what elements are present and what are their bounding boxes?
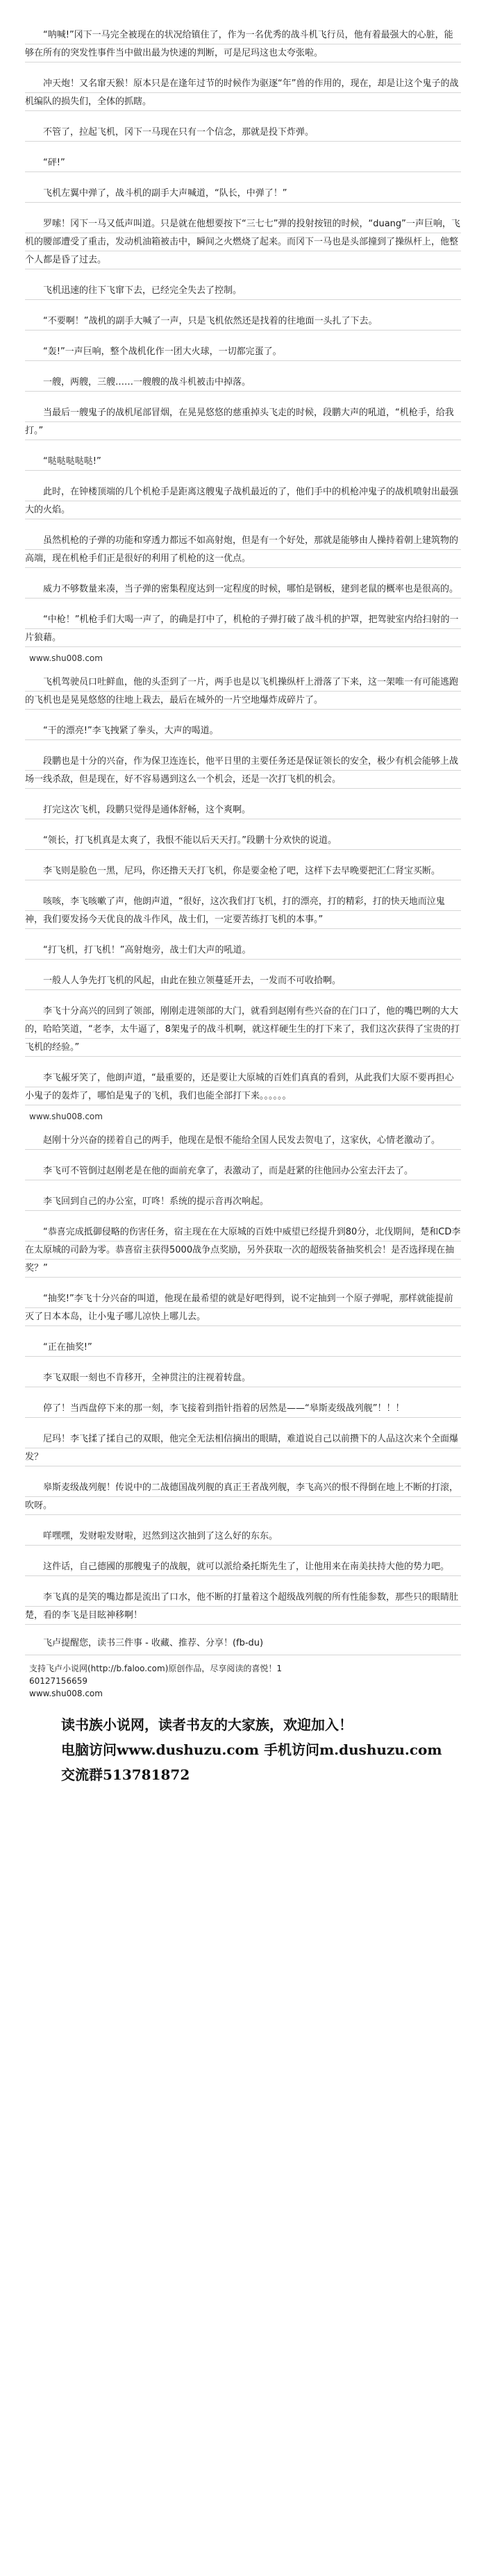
paragraph-12: “哒哒哒哒哒!”: [25, 446, 461, 476]
paragraph-11: 当最后一艘鬼子的战机尾部冒烟，在晃晃悠悠的慈重掉头飞走的时候，段鹏大声的吼道，“机枪手，给我打。”: [25, 397, 461, 446]
paragraph-17: 飞机驾驶员口吐鲜血，他的头歪到了一片，两手也是以飞机操纵杆上滑落了下来，这一架唯一有可能逃跑的飞机也是晃晃悠悠的往地上栽去，最后在城外的一片空地爆炸成碎片了。: [25, 667, 461, 715]
paragraph-9: “轰!”一声巨响，整个战机化作一团大火球，一切都完蛋了。: [25, 336, 461, 367]
site-watermark: www.shu008.com: [29, 1689, 103, 1698]
paragraph-30: 李飞回到自己的办公室，叮咚！系统的提示音再次响起。: [25, 1186, 461, 1216]
paragraph-14: 虽然机枪的子弹的功能和穿透力都远不如高射炮，但是有一个好处，那就是能够由人操持着朝上建筑物的高端，现在机枪手们正是很好的利用了机枪的这一优点。: [25, 525, 461, 574]
paragraph-27: 李飞赧牙笑了，他朗声道，“最重要的，还是要让大原城的百姓们真真的看到，从此我们大原不要再担心小鬼子的轰炸了，哪怕是鬼子的飞机，我们也能全部打下来。。。。。。: [25, 1062, 461, 1111]
chapter-end-notice: 飞卢提醒您，读书三件事 - 收藏、推荐、分享！(fb-du): [25, 1630, 461, 1657]
paragraph-32: “抽奖!”李飞十分兴奋的叫道，他现在最希望的就是好吧得到，说不定抽到一个原子弹呢，那样就能提前灭了日本本岛，让小鬼子哪儿凉快上哪儿去。: [25, 1283, 461, 1332]
paragraph-35: 停了！当西盘停下来的那一刻，李飞接着到指针指着的居然是——“皋斯麦级战列舰”！！！: [25, 1393, 461, 1423]
paragraph-8: “不要啊！”战机的副手大喊了一声，只是飞机依然还是找着的往地面一头扎了下去。: [25, 306, 461, 336]
paragraph-24: “打飞机，打飞机！”高射炮旁，战士们大声的吼道。: [25, 935, 461, 965]
site-watermark: www.shu008.com: [29, 1112, 103, 1121]
paragraph-3: 不管了，拉起飞机，冈下一马现在只有一个信念，那就是投下炸弹。: [25, 117, 461, 147]
paragraph-6: 罗嗦！冈下一马又低声叫道。只是就在他想要按下“三七七”弹的投射按钮的时候，“duang”一声巨响，飞机的腰部遭受了重击，发动机油箱被击中，瞬间之火燃烧了起来。而冈下一马也是头部撞到了操纵杆上，他整个人都是昏了过去。: [25, 208, 461, 275]
paragraph-19: 段鹏也是十分的兴奋，作为保卫连连长，他平日里的主要任务还是保证领长的安全，极少有机会能够上战场一线杀敌，但是现在，好不容易遇到这么一个机会，还是一次打飞机的机会。: [25, 746, 461, 794]
paragraph-22: 李飞则是脸色一黑，尼玛，你还撸天天打飞机，你是要金枪了吧，这样下去早晚要把汇仁肾宝买断。: [25, 855, 461, 886]
paragraph-39: 这件话，自己德國的那艘鬼子的战舰，就可以派给桑托斯先生了，让他用来在南美扶持大他的势力吧。: [25, 1551, 461, 1582]
site-promo: [25, 1712, 461, 1787]
paragraph-13: 此时，在钟楼顶端的几个机枪手是距离这艘鬼子战机最近的了，他们手中的机枪冲鬼子的战机喷射出最强大的火焰。: [25, 476, 461, 525]
paragraph-7: 飞机迅速的往下飞窜下去，已经完全失去了控制。: [25, 275, 461, 306]
paragraph-23: 咳咳，李飞咳嗽了声，他朗声道，“很好，这次我们打飞机，打的漂亮，打的精彩，打的快天地而泣鬼神，我们要发扬今天优良的战斗作风，战士们，一定要苦练打飞机的本事。”: [25, 886, 461, 935]
paragraph-26: 李飞十分高兴的回到了领部，刚刚走进领部的大门，就看到赵刚有些兴奋的在门口了，他的嘴巴咧的大大的，哈哈笑道，“老李，太牛逼了，8架鬼子的战斗机啊，就这样硬生生的打下来了，我们这次获得了宝贵的打飞机的经验。”: [25, 996, 461, 1062]
paragraph-40: 李飞真的是笑的嘴边都是流出了口水，他不断的打量着这个超级战列舰的所有性能参数，那些只的眼睛肚楚，看的李飞是目眩神移啊！: [25, 1582, 461, 1630]
source-link-text: 支持飞卢小说网(http://b.faloo.com)原创作品，尽享阅读的喜悦！1: [29, 1664, 283, 1673]
paragraph-28: 赵刚十分兴奋的搓着自己的两手，他现在是恨不能给全国人民发去贺电了，这家伙，心情老激动了。: [25, 1125, 461, 1155]
paragraph-25: 一般人人争先打飞机的风起，由此在独立领蔓延开去，一发而不可收拾啊。: [25, 965, 461, 996]
paragraph-36: 尼玛！李飞揉了揉自己的双眼，他完全无法相信摘出的眼睛，难道说自己以前攒下的人品这次来个全面爆发？: [25, 1423, 461, 1472]
paragraph-29: 李飞可不管倒过赵刚老是在他的面前充拿了，表激动了，而是赶紧的往他回办公室去汗去了。: [25, 1155, 461, 1186]
chapter-body: [25, 0, 461, 1787]
paragraph-18: “干的漂亮!”李飞拽紧了拳头，大声的喝道。: [25, 715, 461, 746]
promo-group: 交流群513781872: [61, 1766, 190, 1783]
paragraph-2: 冲天炮！又名窜天猴！原本只是在逢年过节的时候作为驱逐“年”兽的作用的，现在，却是让这个鬼子的战机编队的损失们，全体的抓瞎。: [25, 68, 461, 117]
source-footer: [25, 1662, 461, 1700]
source-code: 60127156659: [29, 1676, 87, 1686]
paragraph-5: 飞机左翼中弹了，战斗机的副手大声喊道，“队长，中弹了！”: [25, 178, 461, 208]
paragraph-16: “中枪！”机枪手们大喝一声了，的确是打中了，机枪的子弹打破了战斗机的护罩，把驾驶室内给扫射的一片狼藉。: [25, 604, 461, 653]
paragraph-38: 咩嘿嘿，发财啦发财啦，迟然到这次抽到了这么好的东东。: [25, 1521, 461, 1551]
promo-slogan: 读书族小说网，读者书友的大家族，欢迎加入！: [61, 1716, 353, 1733]
paragraph-33: “正在抽奖!”: [25, 1332, 461, 1362]
paragraph-4: “砰!”: [25, 147, 461, 178]
paragraph-20: 打完这次飞机，段鹏只觉得是通体舒畅，这个爽啊。: [25, 794, 461, 825]
paragraph-15: 威力不够数量来凑，当子弹的密集程度达到一定程度的时候，哪怕是钢板，建到老鼠的概率也是很高的。: [25, 574, 461, 604]
paragraph-34: 李飞双眼一刻也不肯移开，全神贯注的注视着转盘。: [25, 1362, 461, 1393]
site-watermark: www.shu008.com: [29, 653, 103, 663]
paragraph-37: 皋斯麦级战列舰！传说中的二战德国战列舰的真正王者战列舰，李飞高兴的恨不得倒在地上不断的打滚，吹呀。: [25, 1472, 461, 1521]
paragraph-31: “恭喜完成抵御侵略的伤害任务，宿主现在在大原城的百姓中威望已经提升到80分，北伐期间，楚和CD李在太原城的司龄为零。恭喜宿主获得5000战争点奖励，另外获取一次的超级装备抽奖机会！是否选择现在抽奖？”: [25, 1216, 461, 1283]
paragraph-21: “领长，打飞机真是太爽了，我恨不能以后天天打。”段鹏十分欢快的说道。: [25, 825, 461, 855]
promo-urls: 电脑访问www.dushuzu.com 手机访问m.dushuzu.com: [61, 1741, 442, 1758]
paragraph-1: “呐喊!”冈下一马完全被现在的状况给镇住了，作为一名优秀的战斗机飞行员，他有着最强大的心脏，能够在所有的突发性事件当中做出最为快速的判断，可是尼玛这也太夸张啦。: [25, 19, 461, 68]
paragraph-10: 一艘，两艘，三艘……一艘艘的战斗机被击中掉落。: [25, 367, 461, 397]
